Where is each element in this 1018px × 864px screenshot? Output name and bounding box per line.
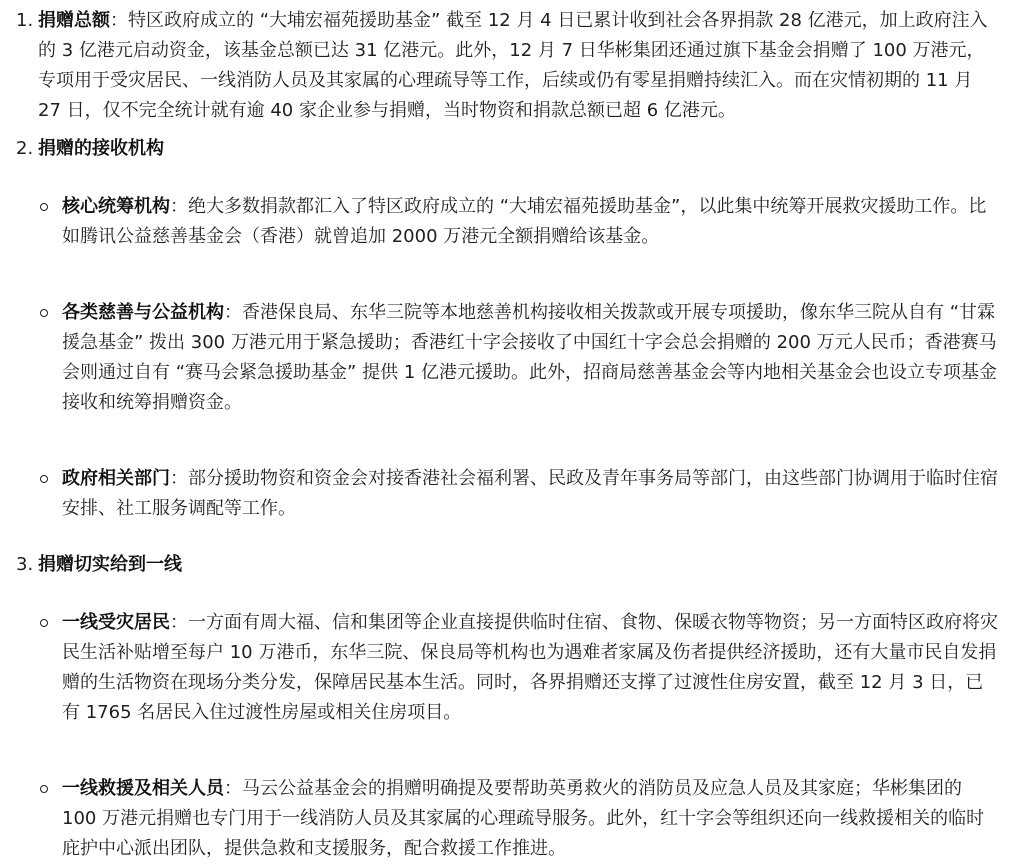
bullet-circle-icon [40,785,48,793]
list-number: 1. [16,10,34,31]
list-item-3 [16,550,1000,580]
sub-list-item [16,774,1000,864]
item-title: 捐赠的接收机构 [38,138,164,159]
sub-item-title: 一线受灾居民 [62,612,170,633]
bullet-circle-icon [40,309,48,317]
sub-item-title: 一线救援及相关人员 [62,778,224,799]
sub-list-item [16,192,1000,252]
list-item-2 [16,134,1000,164]
sub-item-title: 政府相关部门 [62,468,170,489]
bullet-circle-icon [40,475,48,483]
item-title: 捐赠总额 [38,10,110,31]
sub-item-title: 各类慈善与公益机构 [62,302,224,323]
sub-item-text: ：一方面有周大福、信和集团等企业直接提供临时住宿、食物、保暖衣物等物资；另一方面特区政府将灾民生活补贴增至每户 10 万港币，东华三院、保良局等机构也为遇难者家属及伤者提供经济援助，还有大量市民自发捐赠的生活物资在现场分类分发，保障居民基本生活。同时，各界捐赠还支撑了过渡性住房安置，截至 12 月 3 日，已有 1765 名居民入住过渡性房屋或相关住房项目。 [62,612,998,723]
sub-item-text: ：香港保良局、东华三院等本地慈善机构接收相关拨款或开展专项援助，像东华三院从自有 “甘霖援急基金” 拨出 300 万港元用于紧急援助；香港红十字会接收了中国红十字会总会捐赠的 200 万元人民币；香港赛马会则通过自有 “赛马会紧急援助基金” 提供 1 亿港元援助。此外，招商局慈善基金会等内地相关基金会也设立专项基金接收和统筹捐赠资金。 [62,302,997,413]
sub-list-item [16,298,1000,418]
sub-list-item [16,608,1000,728]
list-number: 3. [16,554,34,575]
item-title: 捐赠切实给到一线 [38,554,182,575]
list-number: 2. [16,138,34,159]
list-item-1 [16,6,1000,126]
section-heading [38,550,1000,580]
list-item-content [38,6,1000,126]
sub-item-title: 核心统筹机构 [62,196,170,217]
sub-item-text: ：绝大多数捐款都汇入了特区政府成立的 “大埔宏福苑援助基金”，以此集中统筹开展救灾援助工作。比如腾讯公益慈善基金会（香港）就曾追加 2000 万港元全额捐赠给该基金。 [62,196,987,247]
section-heading [38,134,1000,164]
sub-item-text: ：部分援助物资和资金会对接香港社会福利署、民政及青年事务局等部门，由这些部门协调用于临时住宿安排、社工服务调配等工作。 [62,468,998,519]
sub-list-item [16,464,1000,524]
item-text: ：特区政府成立的 “大埔宏福苑援助基金” 截至 12 月 4 日已累计收到社会各界捐款 28 亿港元，加上政府注入的 3 亿港元启动资金，该基金总额已达 31 亿港元。此外，12 月 7 日华彬集团还通过旗下基金会捐赠了 100 万港元，专项用于受灾居民、一线消防人员及其家属的心理疏导等工作，后续或仍有零星捐赠持续汇入。而在灾情初期的 11 月 27 日，仅不完全统计就有逾 40 家企业参与捐赠，当时物资和捐款总额已超 6 亿港元。 [38,10,988,121]
bullet-circle-icon [40,619,48,627]
sub-item-text: ：马云公益基金会的捐赠明确提及要帮助英勇救火的消防员及应急人员及其家庭；华彬集团的 100 万港元捐赠也专门用于一线消防人员及其家属的心理疏导服务。此外，红十字会等组织还向一线救援相关的临时庇护中心派出团队，提供急救和支援服务，配合救援工作推进。 [62,778,985,859]
bullet-circle-icon [40,203,48,211]
